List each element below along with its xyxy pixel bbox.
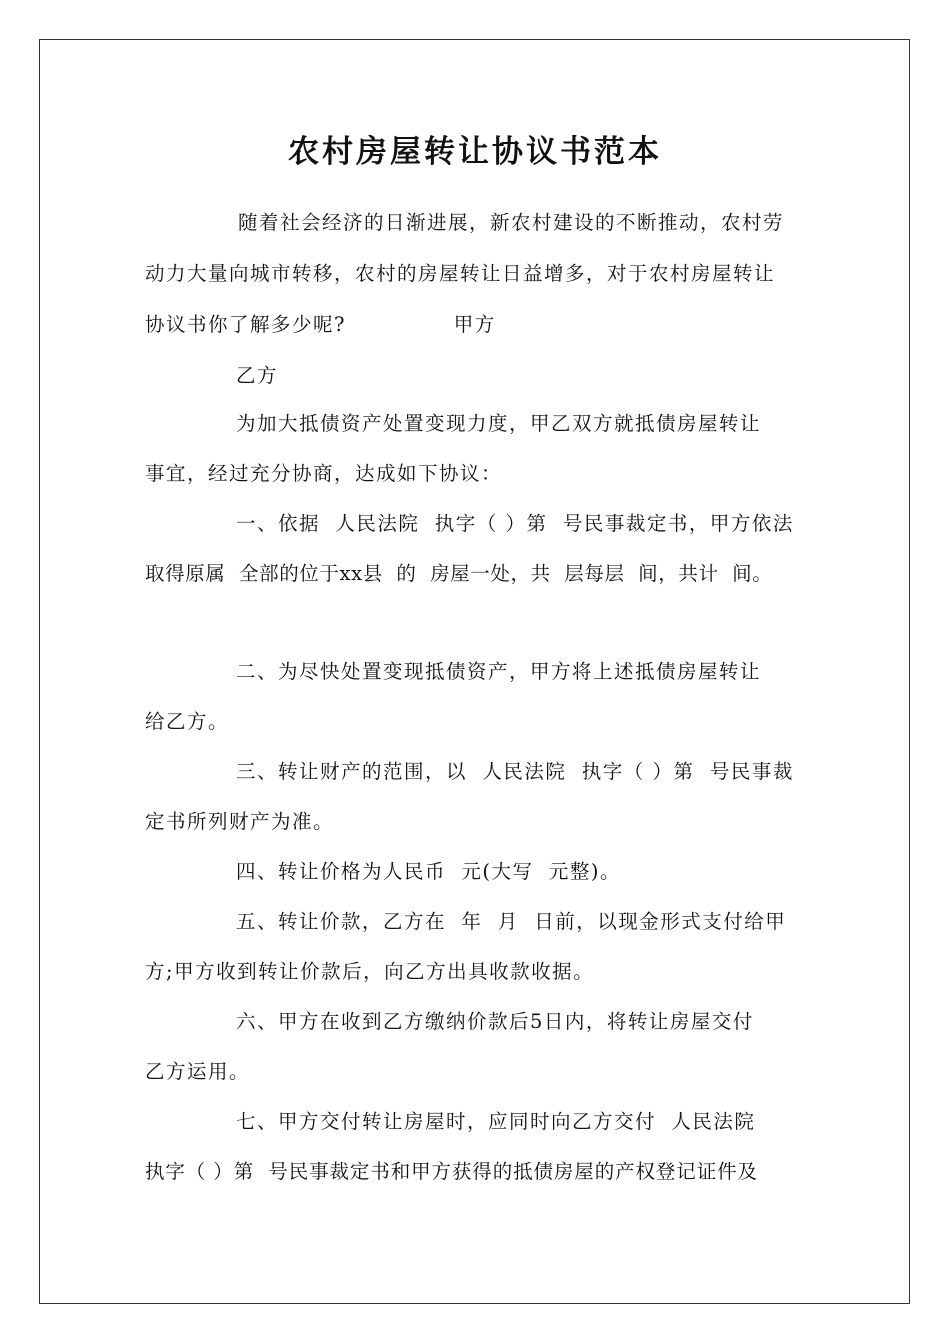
paragraph-line: 动力大量向城市转移，农村的房屋转让日益增多，对于农村房屋转让: [145, 262, 776, 285]
paragraph-line: 方;甲方收到转让价款后，向乙方出具收款收据。: [145, 960, 595, 983]
paragraph-line: 二、为尽快处置变现抵债资产，甲方将上述抵债房屋转让: [236, 660, 762, 683]
paragraph-line: 一、依据 人民法院 执字（ ）第 号民事裁定书，甲方依法: [236, 512, 794, 535]
paragraph-line: 乙方运用。: [145, 1060, 251, 1083]
paragraph-line: 六、甲方在收到乙方缴纳价款后5日内，将转让房屋交付: [236, 1010, 754, 1033]
paragraph-line: 协议书你了解多少呢? 甲方: [145, 313, 496, 336]
paragraph-line: 取得原属 全部的位于xx县 的 房屋一处，共 层每层 间，共计 间。: [145, 562, 773, 585]
paragraph-line: 乙方: [236, 364, 279, 387]
paragraph-line: 三、转让财产的范围，以 人民法院 执字（ ）第 号民事裁: [236, 760, 794, 783]
paragraph-line: 四、转让价格为人民币 元(大写 元整)。: [236, 860, 622, 883]
paragraph-line: 执字（ ）第 号民事裁定书和甲方获得的抵债房屋的产权登记证件及: [145, 1160, 758, 1183]
paragraph-line: 随着社会经济的日渐进展，新农村建设的不断推动，农村劳: [238, 211, 785, 234]
paragraph-line: 五、转让价款，乙方在 年 月 日前，以现金形式支付给甲: [236, 910, 787, 933]
paragraph-line: 给乙方。: [145, 710, 230, 733]
paragraph-line: 定书所列财产为准。: [145, 810, 335, 833]
paragraph-line: 为加大抵债资产处置变现力度，甲乙双方就抵债房屋转让: [236, 412, 762, 435]
paragraph-line: 七、甲方交付转让房屋时，应同时向乙方交付 人民法院: [236, 1110, 756, 1133]
paragraph-line: 事宜，经过充分协商，达成如下协议：: [145, 462, 503, 485]
document-title: 农村房屋转让协议书范本: [288, 134, 662, 170]
